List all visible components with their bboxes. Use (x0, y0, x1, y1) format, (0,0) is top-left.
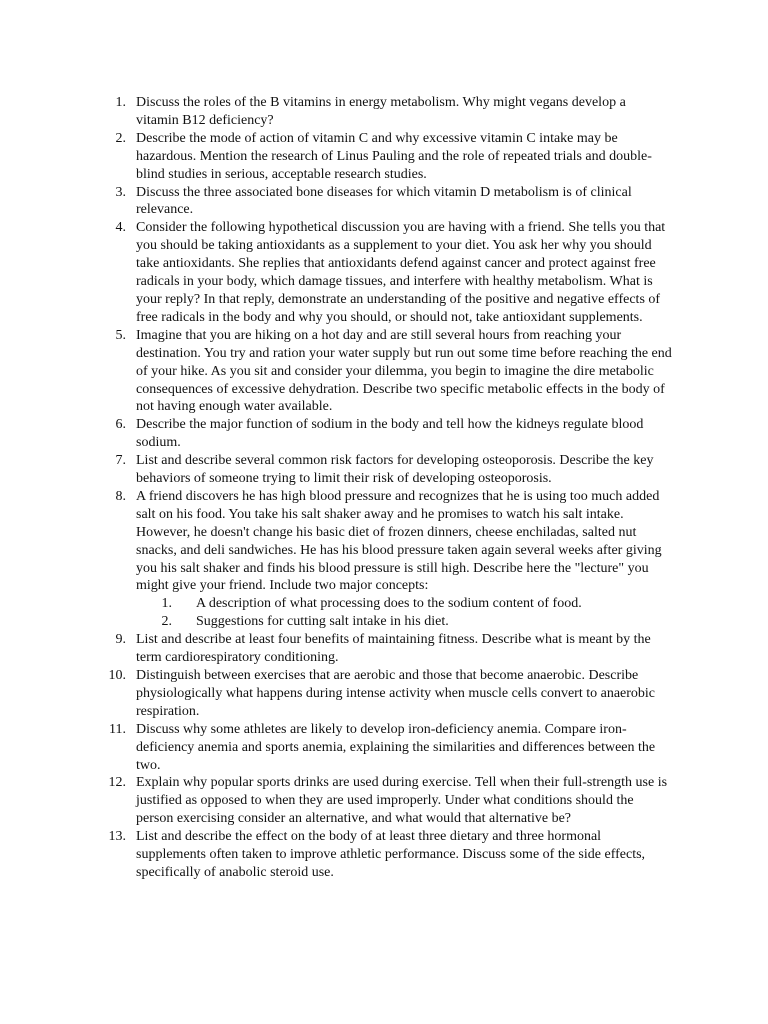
sub-question-item (136, 595, 672, 613)
question-item (100, 631, 672, 667)
question-text: List and describe the effect on the body of at least three dietary and three hormonal supplements often taken to improve athletic performance. Discuss some of the side effects, specifically of anabolic steroid use. (136, 829, 646, 880)
question-number: 12. (108, 775, 126, 791)
question-text: List and describe several common risk factors for developing osteoporosis. Describe the key behaviors of someone trying to limit their risk of developing osteoporosis. (136, 453, 654, 487)
question-item (100, 828, 672, 882)
question-number: 13. (108, 829, 126, 845)
question-item (100, 416, 672, 452)
question-item (100, 452, 672, 488)
question-number: 5. (115, 327, 126, 343)
question-item (100, 184, 672, 220)
sub-question-item (136, 613, 672, 631)
question-number: 1. (115, 95, 126, 110)
question-text: Discuss the three associated bone diseases for which vitamin D metabolism is of clinical relevance. (136, 184, 632, 218)
question-text: Discuss why some athletes are likely to develop iron-deficiency anemia. Compare iron-deficiency anemia and sports anemia, explaining the similarities and differences between the two. (136, 721, 656, 773)
question-item (100, 94, 672, 130)
question-item (100, 219, 672, 326)
question-number: 7. (115, 453, 126, 469)
question-text: Imagine that you are hiking on a hot day and are still several hours from reaching your destination. You try and ration your water supply but run out some time before reaching the end of your hike. As you sit and consider your dilemma, you begin to imagine the dire metabolic consequences of excessive dehydration. Describe two specific metabolic effects in the body of not having enough water available. (136, 327, 672, 415)
question-number: 6. (115, 417, 126, 433)
question-text: List and describe at least four benefits of maintaining fitness. Describe what is meant by the term cardiorespiratory conditioning. (136, 632, 651, 666)
sub-question-number: 2. (161, 614, 172, 630)
question-item (100, 721, 672, 775)
question-text: A friend discovers he has high blood pressure and recognizes that he is using too much added salt on his food. You take his salt shaker away and he promises to watch his salt intake. However, he doesn't change his basic diet of frozen dinners, cheese enchiladas, salted nut snacks, and deli sandwiches. He has his blood pressure taken again several weeks after giving you his salt shaker and finds his blood pressure is still high. Describe here the "lecture" you might give your friend. Include two major concepts: (136, 488, 662, 594)
question-list (100, 94, 672, 882)
question-item (100, 130, 672, 184)
question-number: 10. (108, 668, 126, 683)
sub-question-text: Suggestions for cutting salt intake in his diet. (196, 614, 449, 630)
question-text: Describe the major function of sodium in the body and tell how the kidneys regulate blood sodium. (136, 417, 644, 451)
sub-question-number: 1. (161, 596, 172, 612)
question-item (100, 327, 672, 417)
question-item (100, 488, 672, 631)
question-text: Explain why popular sports drinks are used during exercise. Tell when their full-strength use is justified as opposed to when they are used improperly. Under what conditions should the person exercising consider an alternative, and what would that alternative be? (136, 775, 668, 827)
question-number: 4. (115, 220, 126, 236)
question-text: Describe the mode of action of vitamin C and why excessive vitamin C intake may be hazardous. Mention the research of Linus Pauling and the role of repeated trials and double-blind studies in serious, acceptable research studies. (136, 130, 652, 182)
sub-question-text: A description of what processing does to the sodium content of food. (196, 596, 582, 612)
question-number: 9. (115, 632, 126, 648)
question-number: 2. (115, 130, 126, 146)
question-item (100, 667, 672, 721)
question-text: Discuss the roles of the B vitamins in energy metabolism. Why might vegans develop a vitamin B12 deficiency? (136, 95, 626, 128)
sub-question-list (136, 595, 672, 631)
question-number: 8. (115, 488, 126, 504)
question-text: Distinguish between exercises that are aerobic and those that become anaerobic. Describe physiologically what happens during intense activity when muscle cells convert to anaerobic respiration. (136, 668, 656, 719)
question-text: Consider the following hypothetical discussion you are having with a friend. She tells you that you should be taking antioxidants as a supplement to your diet. You ask her why you should take antioxidants. She replies that antioxidants defend against cancer and protect against free radicals in your body, which damage tissues, and interfere with healthy metabolism. What is your reply? In that reply, demonstrate an understanding of the positive and negative effects of free radicals in the body and why you should, or should not, take antioxidant supplements. (136, 220, 666, 325)
question-item (100, 774, 672, 828)
question-number: 3. (115, 184, 126, 200)
question-number: 11. (109, 721, 126, 737)
